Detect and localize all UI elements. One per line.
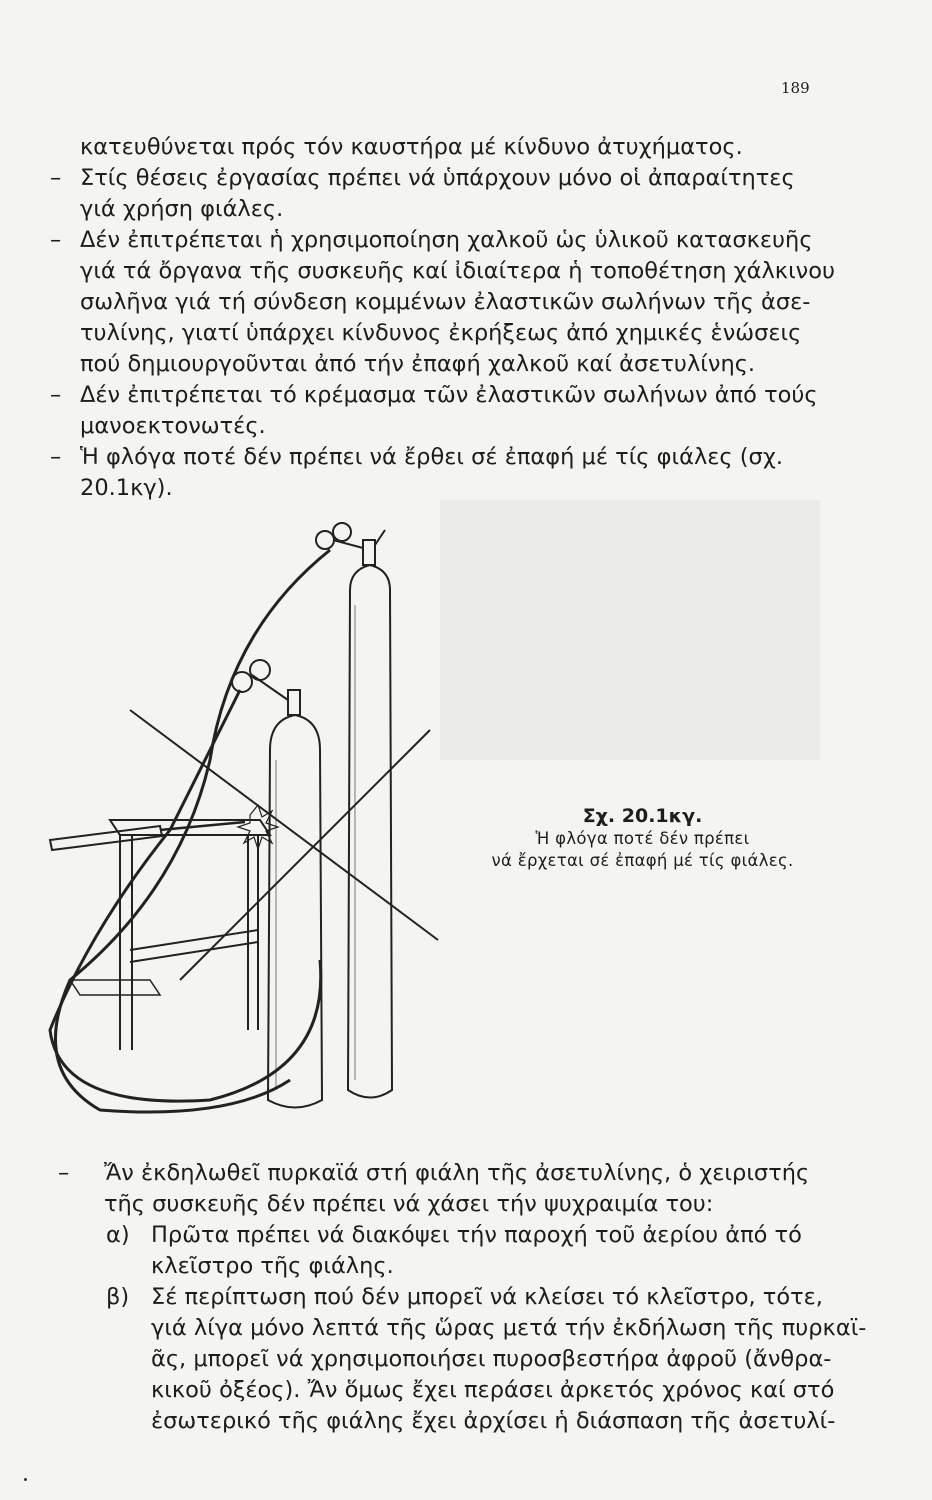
line-text: 20.1κγ). <box>80 475 173 501</box>
text-line <box>50 132 810 163</box>
line-text: κικοῦ ὀξέος). Ἄν ὅμως ἔχει περάσει ἀρκετός χρόνος καί στό <box>151 1377 835 1403</box>
gauge-icon <box>250 660 270 680</box>
cross-line-icon <box>180 730 430 980</box>
line-text: Ἡ φλόγα ποτέ δέν πρέπει νά ἔρθει σέ ἐπαφή μέ τίς φιάλες (σχ. <box>80 444 783 470</box>
text-line <box>50 194 810 225</box>
line-text: γιά λίγα μόνο λεπτά τῆς ὥρας μετά τήν ἐκδήλωση τῆς πυρκαϊ- <box>151 1315 867 1341</box>
text-line <box>50 380 818 411</box>
text-line <box>50 163 810 194</box>
caption-title: Σχ. 20.1κγ. <box>582 805 703 827</box>
line-text: πού δημιουργοῦνται ἀπό τήν ἐπαφή χαλκοῦ καί ἀσετυλίνης. <box>80 351 756 377</box>
text-line <box>50 256 836 287</box>
text-line <box>50 1344 832 1375</box>
text-line <box>50 1189 810 1220</box>
line-text: γιά τά ὄργανα τῆς συσκευῆς καί ἰδιαίτερα ἡ τοποθέτηση χάλκινου <box>80 258 836 284</box>
line-text: ἐσωτερικό τῆς φιάλης ἔχει ἀρχίσει ἡ διάσπαση τῆς ἀσετυλί- <box>151 1408 836 1434</box>
line-marker: – <box>58 1160 70 1186</box>
text-line <box>50 442 810 473</box>
text-line <box>50 1158 810 1189</box>
text-line <box>50 1251 810 1282</box>
text-line <box>50 225 813 256</box>
line-text: Δέν ἐπιτρέπεται τό κρέμασμα τῶν ἐλαστικῶν σωλήνων ἀπό τούς <box>80 382 818 408</box>
text-line <box>50 1375 835 1406</box>
text-line <box>50 411 810 442</box>
line-text: Σέ περίπτωση πού δέν μπορεῖ νά κλείσει τό κλεῖστρο, τότε, <box>151 1284 823 1310</box>
line-text: μανοεκτονωτές. <box>80 413 266 439</box>
bottom-text-block <box>50 1158 867 1437</box>
figure-welding-cylinders <box>30 510 470 1120</box>
bleed-through <box>440 500 820 760</box>
line-marker: – <box>50 444 62 470</box>
line-text: ᾶς, μπορεῖ νά χρησιμοποιήσει πυροσβεστήρα ἀφροῦ (ἄνθρα- <box>151 1346 832 1372</box>
line-marker: – <box>50 165 62 191</box>
margin-dot <box>24 1478 27 1481</box>
page-number: 189 <box>781 79 810 97</box>
caption-line-2: νά ἔρχεται σέ ἐπαφή μέ τίς φιάλες. <box>491 851 794 870</box>
line-text: Στίς θέσεις ἐργασίας πρέπει νά ὑπάρχουν μόνο οἱ ἀπαραίτητες <box>80 165 795 191</box>
line-text: κατευθύνεται πρός τόν καυστήρα μέ κίνδυνο ἀτυχήματος. <box>80 134 743 160</box>
gauge-icon <box>316 531 334 549</box>
caption-line-1: Ἡ φλόγα ποτέ δέν πρέπει <box>535 829 750 848</box>
text-line <box>50 287 810 318</box>
line-text: γιά χρήση φιάλες. <box>80 196 284 222</box>
line-text: Δέν ἐπιτρέπεται ἡ χρησιμοποίηση χαλκοῦ ὡς ὑλικοῦ κατασκευῆς <box>80 227 813 253</box>
torch-icon <box>50 826 162 850</box>
text-line <box>50 1220 810 1251</box>
gauge-icon <box>333 523 351 541</box>
text-line <box>50 1282 823 1313</box>
line-text: Ἄν ἐκδηλωθεῖ πυρκαϊά στή φιάλη τῆς ἀσετυλίνης, ὁ χειριστής <box>104 1160 810 1186</box>
line-text: τυλίνης, γιατί ὑπάρχει κίνδυνος ἐκρήξεως ἀπό χημικές ἑνώσεις <box>80 320 802 346</box>
figure-caption <box>470 804 815 872</box>
line-marker: α) <box>106 1222 130 1248</box>
line-text: κλεῖστρο τῆς φιάλης. <box>151 1253 394 1279</box>
line-text: σωλῆνα γιά τή σύνδεση κομμένων ἐλαστικῶν σωλήνων τῆς ἀσε- <box>80 289 811 315</box>
line-marker: – <box>50 382 62 408</box>
line-text: τῆς συσκευῆς δέν πρέπει νά χάσει τήν ψυχραιμία του: <box>104 1191 714 1217</box>
text-line <box>50 1313 867 1344</box>
line-marker: β) <box>106 1284 130 1310</box>
text-line <box>50 318 810 349</box>
line-marker: – <box>50 227 62 253</box>
text-line <box>50 1406 836 1437</box>
text-line <box>50 349 810 380</box>
top-text-block <box>50 132 836 504</box>
welding-illustration <box>30 510 470 1120</box>
line-text: Πρῶτα πρέπει νά διακόψει τήν παροχή τοῦ ἀερίου ἀπό τό <box>151 1222 802 1248</box>
text-line <box>50 473 810 504</box>
